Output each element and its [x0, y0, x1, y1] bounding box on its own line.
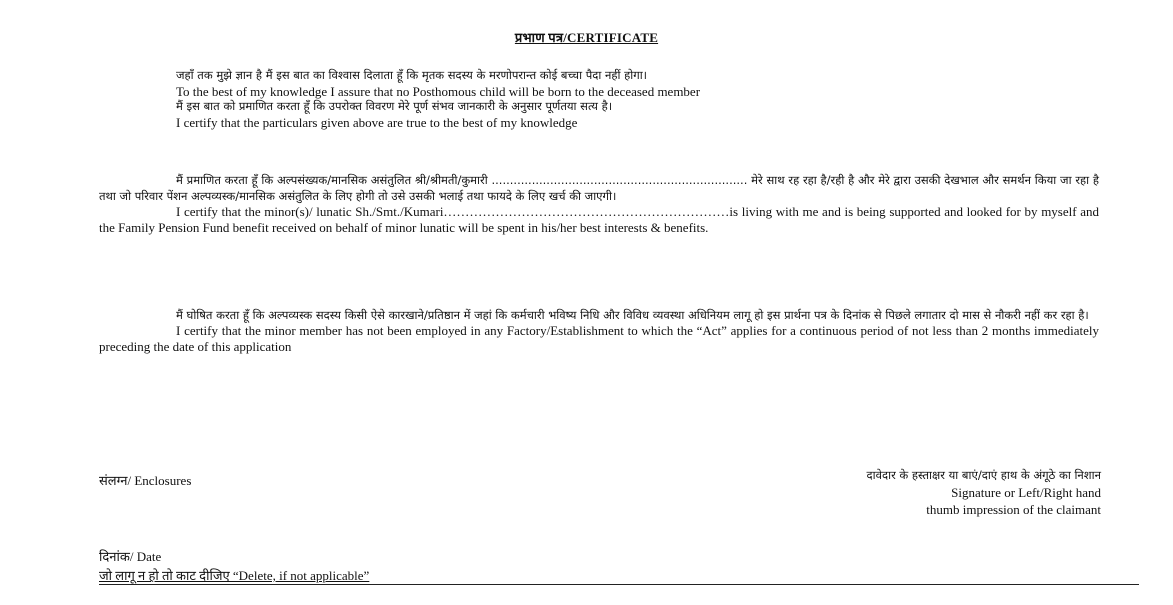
intro-hindi-line-1: जहाँ तक मुझे ज्ञान है मैं इस बात का विश्वास दिलाता हूँ कि मृतक सदस्य के मरणोपरान्त कोई बच्चा पैदा नहीं होगा। — [176, 68, 648, 82]
signature-english-line-1: Signature or Left/Right hand — [951, 485, 1101, 500]
minor-hindi-text: मैं प्रमाणित करता हूँ कि अल्पसंख्यक/मानसिक असंतुलित श्री/श्रीमती/कुमारी ...................................................................... मेरे साथ रह रहा है/रही है और मेरे द्वारा उसकी देखभाल और समर्थन किया जा रहा है तथा जो परिवार पेंशन अल्पव्यस्क/मानसिक असंतुलित के लिए होगी तो उसे उसकी भलाई तथा फायदे के लिए खर्च की जाएगी। — [99, 173, 1099, 203]
employment-hindi-text: मैं घोषित करता हूँ कि अल्पव्यस्क सदस्य किसी ऐसे कारखाने/प्रतिष्ठान में जहां कि कर्मचारी भविष्य निधि और विविध व्यवस्था अधिनियम लागू हो इस प्रार्थना पत्र के दिनांक से पिछले लगातार दो मास से नौकरी नहीं कर रहा है। — [176, 308, 1089, 322]
intro-english-line-1: To the best of my knowledge I assure that no Posthomous child will be born to the deceased member — [176, 83, 701, 99]
minor-english-text: I certify that the minor(s)/ lunatic Sh./Smt./Kumari…………………………………………………………is living with me and is being supported and looked for by myself and the Family Pension Fund benefit received on behalf of minor lunatic will be spent in his/her best interests & benefits. — [99, 204, 1099, 235]
intro-english-line-2: I certify that the particulars given above are true to the best of my knowledge — [176, 114, 578, 130]
bottom-divider — [99, 584, 1139, 585]
enclosures-label: संलग्न/ Enclosures — [99, 473, 192, 488]
employment-declaration-paragraph — [99, 307, 1099, 355]
intro-hindi-line-2: मैं इस बात को प्रमाणित करता हूँ कि उपरोक्त विवरण मेरे पूर्ण संभव जानकारी के अनुसार पूर्णतया सत्य है। — [176, 99, 613, 113]
delete-note: जो लागू न हो तो काट दीजिए “Delete, if not applicable” — [99, 568, 370, 583]
title-text: प्रभाण पत्र/CERTIFICATE — [514, 30, 659, 45]
signature-english-line-2: thumb impression of the claimant — [926, 502, 1101, 517]
employment-english-text: I certify that the minor member has not been employed in any Factory/Establishment to which the “Act” applies for a continuous period of not less than 2 months immediately preceding the date of this application — [99, 323, 1099, 354]
date-label: दिनांक/ Date — [99, 549, 162, 564]
minor-certification-paragraph — [99, 172, 1099, 236]
signature-block — [867, 467, 1102, 518]
intro-block — [176, 68, 1076, 130]
signature-hindi: दावेदार के हस्ताक्षर या बाएं/दाएं हाथ के अंगूठे का निशान — [866, 468, 1101, 482]
certificate-title — [0, 28, 1173, 46]
